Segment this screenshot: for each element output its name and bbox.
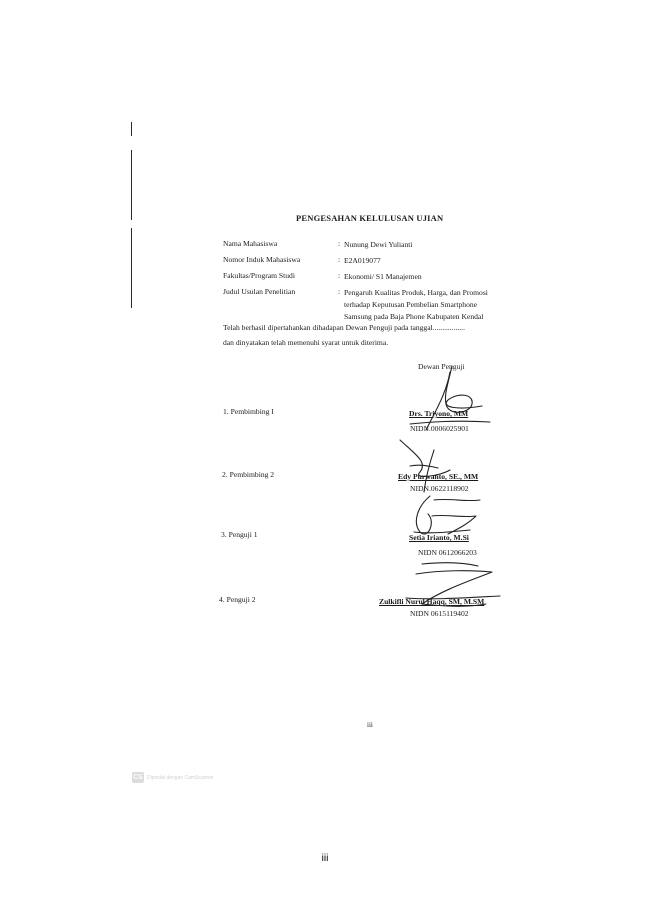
examiner-role: 3. Penguji 1 — [221, 530, 258, 539]
field-value: terhadap Keputusan Pembelian Smartphone — [344, 300, 478, 309]
camscanner-text: Dipindai dengan CamScanner — [147, 774, 214, 781]
field-value: E2A019077 — [344, 256, 381, 265]
examiner-role: 1. Pembimbing I — [223, 407, 274, 416]
field-label: Fakultas/Program Studi — [223, 271, 295, 280]
signature-3 — [400, 492, 490, 542]
field-value: Nunung Dewi Yulianti — [344, 240, 413, 249]
page-number: iii — [321, 853, 329, 864]
camscanner-logo-icon: CS — [133, 774, 143, 781]
field-colon: : — [338, 255, 341, 264]
statement-line: Telah berhasil dipertahankan dihadapan Dewan Penguji pada tanggal................. — [223, 323, 465, 332]
examiner-role: 4. Penguji 2 — [219, 595, 256, 604]
field-value: Ekonomi/ S1 Manajemen — [344, 272, 422, 281]
examiner-nidn: NIDN 0615119402 — [410, 609, 469, 618]
scan-edge-line — [131, 228, 132, 308]
field-label: Nomor Induk Mahasiswa — [223, 255, 301, 264]
document-title: PENGESAHAN KELULUSAN UJIAN — [296, 213, 444, 223]
examiner-name: Setia Irianto, M.Si — [409, 533, 469, 542]
statement-line: dan dinyatakan telah memenuhi syarat untuk diterima. — [223, 338, 389, 347]
signature-2 — [390, 436, 490, 496]
examiner-role: 2. Pembimbing 2 — [222, 470, 275, 479]
field-label: Nama Mahasiswa — [223, 239, 278, 248]
examiner-name: Drs. Triyono, MM — [409, 409, 469, 418]
examiner-name: Edy Purwanto, SE., MM — [398, 472, 479, 481]
examiner-nidn: NIDN.0622118902 — [410, 484, 469, 493]
board-heading: Dewan Penguji — [418, 362, 465, 371]
inner-page-number: iii — [367, 721, 373, 729]
examiner-nidn: NIDN.0006025901 — [410, 424, 469, 433]
signature-4 — [392, 560, 502, 620]
field-colon: : — [338, 287, 341, 296]
signature-1 — [400, 364, 500, 434]
field-label: Judul Usulan Penelitian — [223, 287, 296, 296]
field-colon: : — [338, 239, 341, 248]
field-colon: : — [338, 271, 341, 280]
scan-edge-line — [131, 150, 132, 220]
examiner-name: Zulkifli Nurul Haqq, SM, M.SM — [379, 597, 485, 606]
camscanner-watermark — [132, 772, 214, 783]
field-value: Samsung pada Baja Phone Kabupaten Kendal — [344, 312, 484, 321]
field-value: Pengaruh Kualitas Produk, Harga, dan Promosi — [344, 288, 488, 297]
examiner-nidn: NIDN 0612066203 — [418, 548, 477, 557]
scan-edge-line — [131, 122, 132, 136]
